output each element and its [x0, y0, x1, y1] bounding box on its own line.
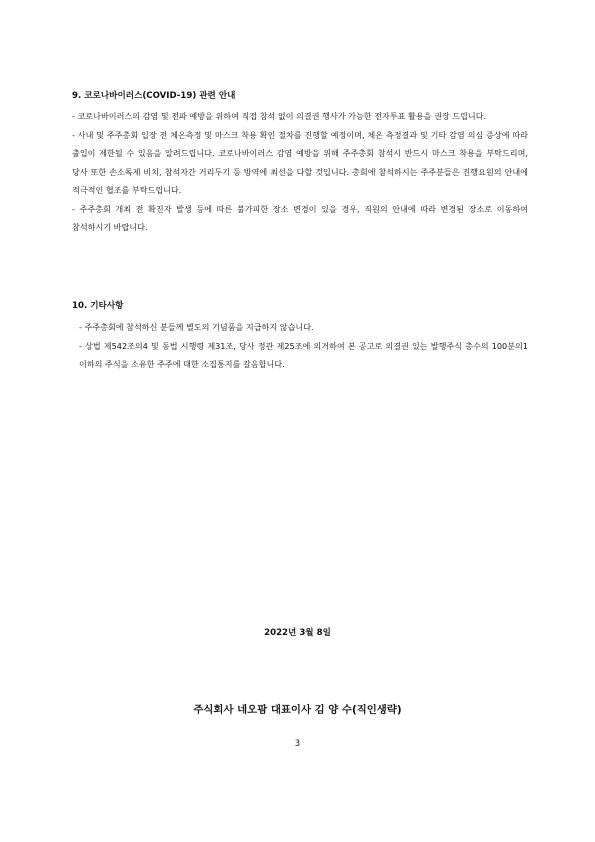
paragraph: - 사내 및 주주총회 입장 전 체온측정 및 마스크 착용 확인 절차를 진행할 예정이며, 체온 측정결과 및 기타 감염 의심 증상에 따라 출입이 제한될 수 있음을 알려드립니다. 코로나바이러스 감염 예방을 위해 주주총회 참석시 반드시 마스크 착용을 부탁드리며, 당사 또한 손소독제 비치, 참석자간 거리두기 등 방역에 최선을 다할 것입니다. 총회에 참석하시는 주주분들은 진행요원의 안내에 적극적인 협조를 부탁드립니다. — [72, 129, 528, 195]
section-other-matters — [72, 300, 528, 374]
paragraph: - 상법 제542조의4 및 동법 시행령 제31조, 당사 정관 제25조에 의거하여 본 공고로 의결권 있는 발행주식 총수의 100분의1 이하의 주식을 소유한 주주에 대한 소집통지를 갈음합니다. — [79, 340, 528, 369]
section-heading: 10. 기타사항 — [72, 301, 124, 311]
paragraph: - 주주총회 개최 전 확진자 발생 등에 따른 불가피한 장소 변경이 있을 경우, 직원의 안내에 따라 변경된 장소로 이동하여 참석하시기 바랍니다. — [72, 203, 528, 232]
section-covid-notice — [72, 90, 528, 237]
section-heading: 9. 코로나바이러스(COVID-19) 관련 안내 — [72, 91, 236, 101]
company-signature: 주식회사 네오팜 대표이사 김 양 수(직인생략) — [193, 704, 402, 716]
paragraph: - 주주총회에 참석하신 분들께 별도의 기념품을 지급하지 않습니다. — [79, 322, 314, 332]
notice-date: 2022년 3월 8일 — [264, 628, 331, 638]
page-number: 3 — [294, 739, 301, 749]
paragraph: - 코로나바이러스의 감염 및 전파 예방을 위하여 직접 참석 없이 의결권 행사가 가능한 전자투표 활용을 권장 드립니다. — [72, 111, 487, 121]
